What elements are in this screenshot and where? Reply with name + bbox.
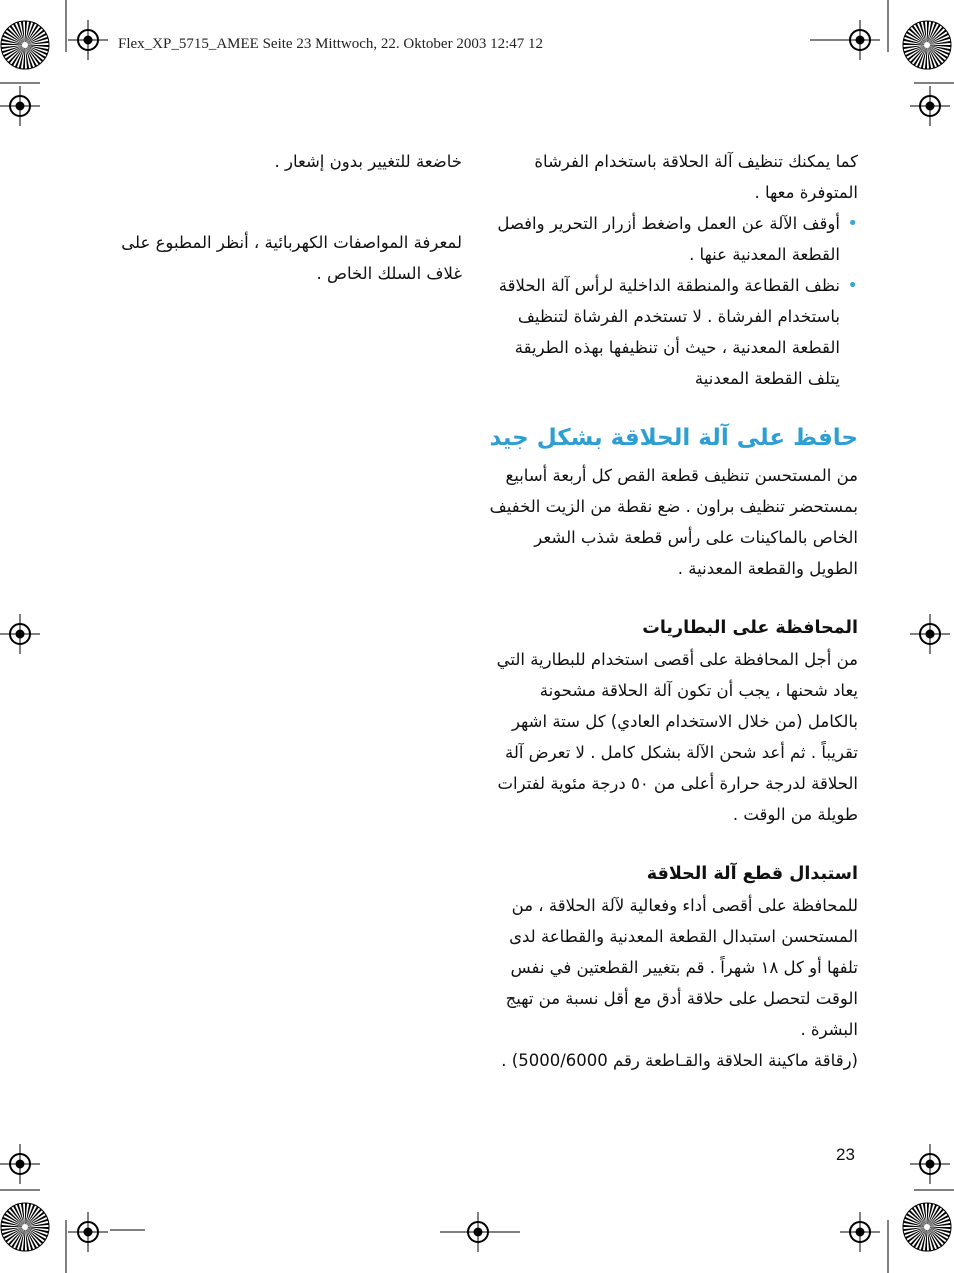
starburst-target-icon bbox=[0, 1202, 50, 1252]
care-paragraph: من المستحسن تنظيف قطعة القص كل أربعة أسابيع بمستحضر تنظيف براون . ضع نقطة من الزيت الخفيف الخاص بالماكينات على رأس قطعة شذب الشعر الطويل والقطعة المعدنية . bbox=[489, 466, 858, 578]
starburst-target-icon bbox=[0, 20, 50, 70]
electrical-spec-note: لمعرفة المواصفات الكهربائية ، أنظر المطبوع على غلاف السلك الخاص . bbox=[121, 233, 462, 283]
brush-cleaning-intro: كما يمكنك تنظيف آلة الحلاقة باستخدام الفرشاة المتوفرة معها . bbox=[534, 152, 858, 202]
registration-crosshair-icon bbox=[910, 614, 950, 654]
left-column bbox=[90, 146, 462, 289]
list-item: • نظف القطاعة والمنطقة الداخلية لرأس آلة الحلاقة باستخدام الفرشاة . لا تستخدم الفرشاة لتنظيف القطعة المعدنية ، حيث أن تنظيفها بهذه الطريقة يتلف القطعة المعدنية bbox=[488, 270, 840, 394]
bullet-dot-icon: • bbox=[847, 275, 858, 296]
section-heading-parts: استبدال قطع آلة الحلاقة bbox=[646, 864, 858, 884]
section-heading-care: حافظ على آلة الحلاقة بشكل جيد bbox=[489, 425, 858, 451]
registration-crosshair-icon bbox=[68, 1212, 108, 1252]
registration-crosshair-icon bbox=[458, 1212, 498, 1252]
cleaning-steps-list bbox=[488, 208, 858, 394]
right-column bbox=[488, 146, 858, 1076]
registration-crosshair-icon bbox=[840, 20, 880, 60]
registration-crosshair-icon bbox=[910, 86, 950, 126]
list-item: • أوقف الآلة عن العمل واضغط أزرار التحرير وافصل القطعة المعدنية عنها . bbox=[488, 208, 840, 270]
section-heading-battery: المحافظة على البطاريات bbox=[642, 618, 858, 638]
starburst-target-icon bbox=[902, 1202, 952, 1252]
bullet-dot-icon: • bbox=[847, 213, 858, 234]
registration-crosshair-icon bbox=[910, 1144, 950, 1184]
parts-model-note: (رقاقة ماكينة الحلاقة والقـاطعة رقم 5000/6000) . bbox=[501, 1051, 858, 1070]
battery-paragraph: من أجل المحافظة على أقصى استخدام للبطارية التي يعاد شحنها ، يجب أن تكون آلة الحلاقة مشحونة بالكامل (من خلال الاستخدام العادي) كل ستة اشهر تقريباً . ثم أعد شحن الآلة بشكل كامل . لا تعرض آلة الحلاقة لدرجة حرارة أعلى من ٥٠ درجة مئوية لفترات طويلة من الوقت . bbox=[496, 650, 858, 824]
print-slug-line: Flex_XP_5715_AMEE Seite 23 Mittwoch, 22. Oktober 2003 12:47 12 bbox=[118, 36, 543, 52]
registration-crosshair-icon bbox=[0, 1144, 40, 1184]
registration-crosshair-icon bbox=[68, 20, 108, 60]
parts-paragraph: للمحافظة على أقصى أداء وفعالية لآلة الحلاقة ، من المستحسن استبدال القطعة المعدنية والقطاعة لدى تلفها أو كل ١٨ شهراً . قم بتغيير القطعتين في نفس الوقت لتحصل على حلاقة أدق مع أقل نسبة من تهيج البشرة . bbox=[505, 896, 858, 1039]
page-number: 23 bbox=[836, 1145, 855, 1164]
spec-change-note: خاضعة للتغيير بدون إشعار . bbox=[274, 152, 462, 171]
registration-crosshair-icon bbox=[0, 86, 40, 126]
starburst-target-icon bbox=[902, 20, 952, 70]
registration-crosshair-icon bbox=[0, 614, 40, 654]
registration-crosshair-icon bbox=[840, 1212, 880, 1252]
